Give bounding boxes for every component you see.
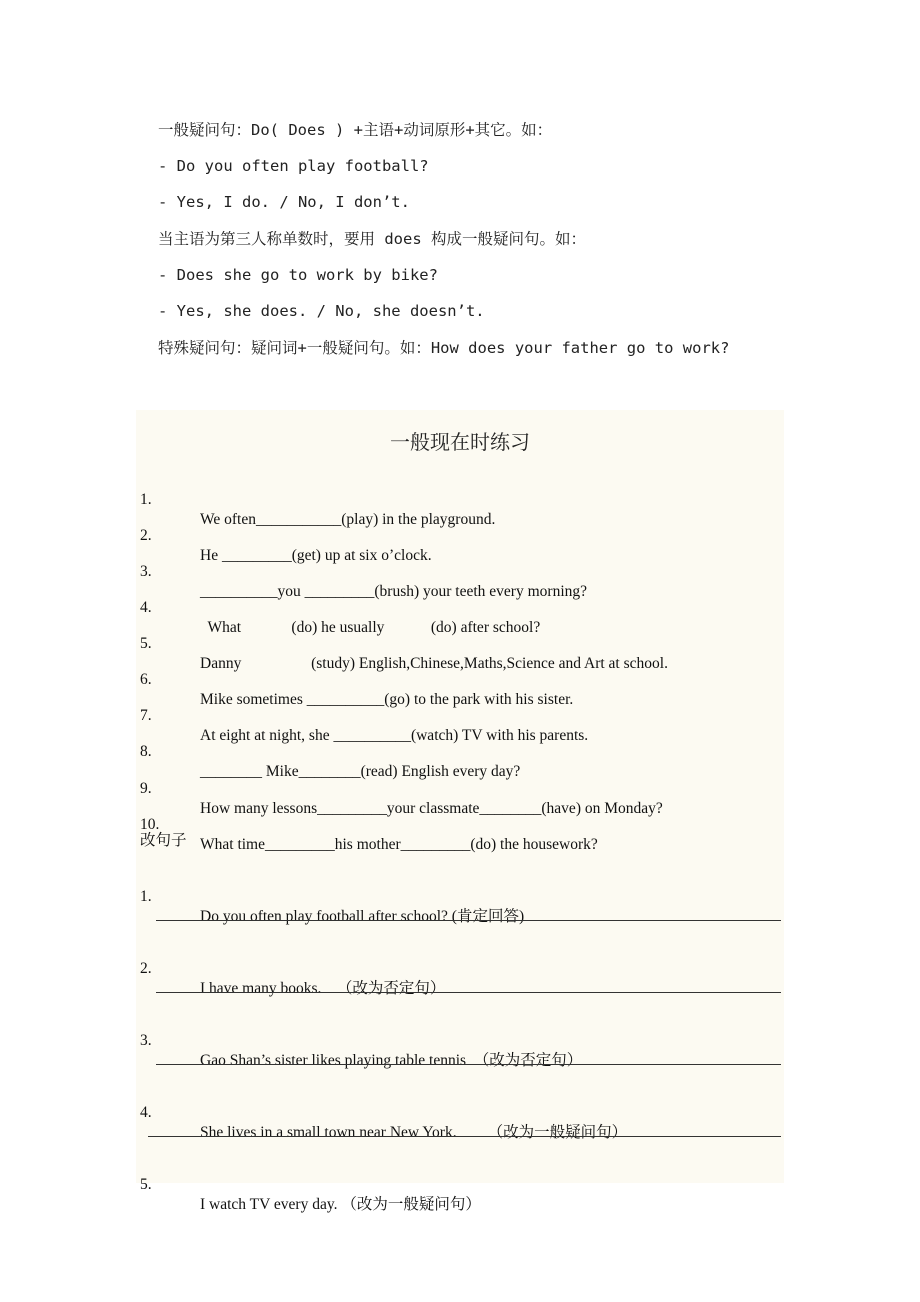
answer-line [148,1136,781,1137]
item-text: What time_________his mother_________(do) the housework? [200,836,598,853]
example-answer-1: - Yes, I do. / No, I don’t. [158,193,410,211]
item-text: She lives in a small town near New York. （改为一般疑问句） [200,1124,628,1141]
rewrite-item [140,939,446,1019]
example-question-1: - Do you often play football? [158,157,429,175]
answer-line [156,992,781,993]
item-text: __________you _________(brush) your teeth every morning? [200,583,588,600]
item-text: I watch TV every day. （改为一般疑问句） [200,1196,481,1213]
grammar-note-wh-question: 特殊疑问句：疑问词+一般疑问句。如：How does your father go to work? [158,339,730,357]
item-text: Mike sometimes __________(go) to the park with his sister. [200,691,574,708]
rewrite-item [140,1155,481,1235]
item-number: 3. [140,563,152,580]
answer-line [156,920,781,921]
item-number: 3. [140,1032,152,1049]
practice-title: 一般现在时练习 [390,430,530,454]
answer-line [156,1064,781,1065]
practice-section [136,410,784,1213]
item-text: ________ Mike________(read) English every day? [200,763,521,780]
item-text: Gao Shan’s sister likes playing table tennis （改为否定句） [200,1052,583,1069]
item-number: 6. [140,671,152,688]
item-number: 5. [140,635,152,652]
rewrite-section-label: 改句子 [140,832,187,849]
item-number: 1. [140,491,152,508]
item-text: How many lessons_________your classmate________(have) on Monday? [200,800,663,817]
item-text: I have many books. （改为否定句） [200,980,446,997]
item-number: 9. [140,780,152,797]
rewrite-item [140,1011,583,1091]
item-text: Do you often play football after school? (肯定回答) [200,908,525,925]
item-number: 4. [140,599,152,616]
grammar-note-yes-no-question: 一般疑问句：Do( Does ) +主语+动词原形+其它。如： [158,121,553,139]
item-text: Danny (study) English,Chinese,Maths,Science and Art at school. [200,655,668,672]
item-number: 7. [140,707,152,724]
item-number: 1. [140,888,152,905]
item-number: 8. [140,743,152,760]
example-answer-2: - Yes, she does. / No, she doesn’t. [158,302,485,320]
item-number: 10. [140,816,160,833]
item-text: At eight at night, she __________(watch) TV with his parents. [200,727,589,744]
example-question-2: - Does she go to work by bike? [158,266,438,284]
item-text: We often___________(play) in the playground. [200,511,496,528]
rewrite-item [140,867,525,947]
item-text: What (do) he usually (do) after school? [200,619,541,636]
rewrite-item [140,1083,628,1163]
item-number: 4. [140,1104,152,1121]
grammar-note-third-person: 当主语为第三人称单数时，要用 does 构成一般疑问句。如： [158,230,586,248]
item-number: 2. [140,960,152,977]
item-text: He _________(get) up at six o’clock. [200,547,432,564]
item-number: 5. [140,1176,152,1193]
item-number: 2. [140,527,152,544]
